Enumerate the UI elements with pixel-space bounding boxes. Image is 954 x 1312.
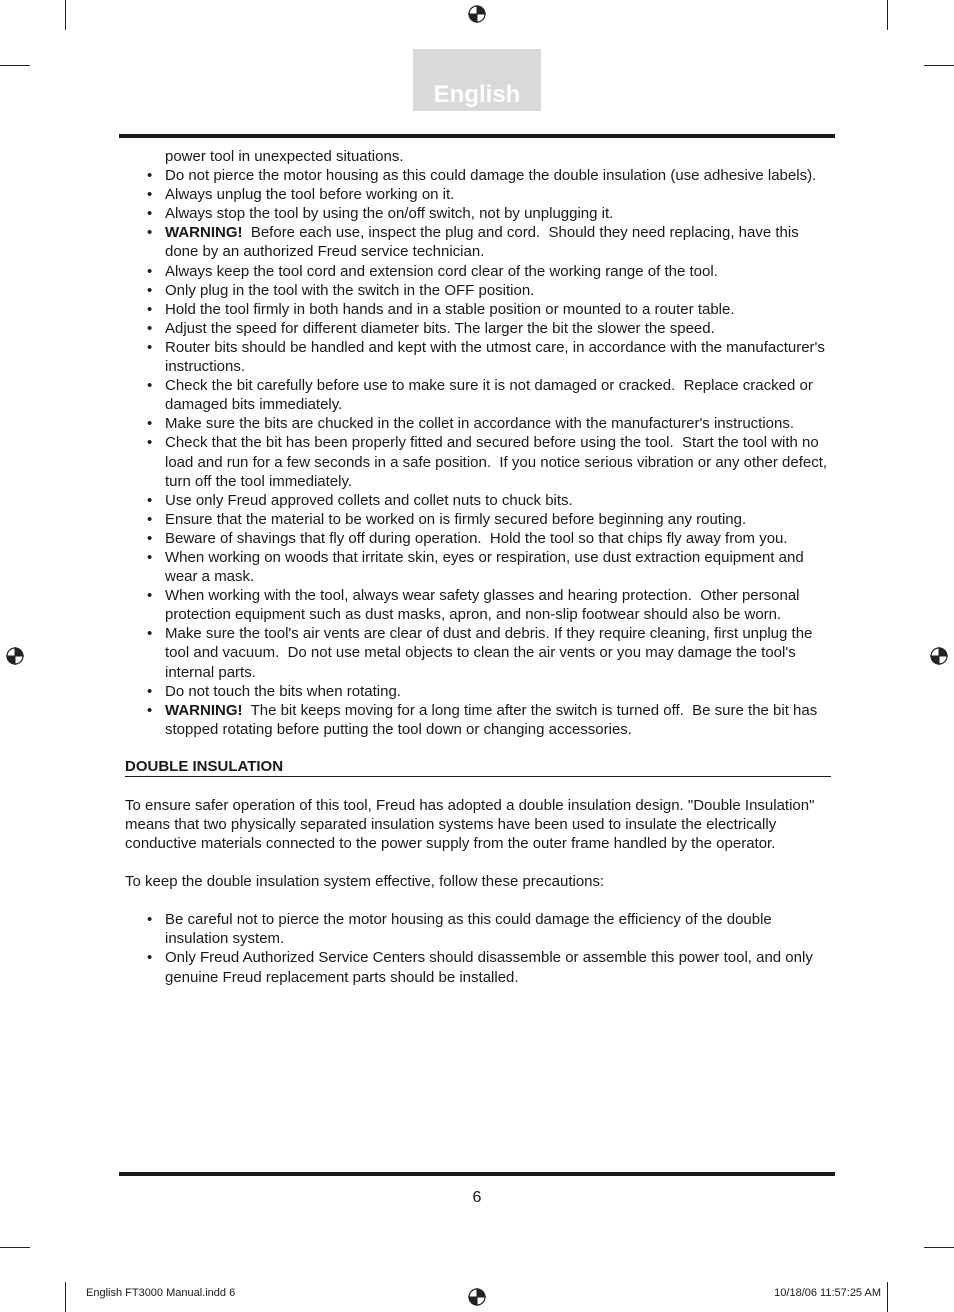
list-item [125, 510, 831, 529]
list-item-text: The bit keeps moving for a long time after the switch is turned off. Be sure the bit has stopped rotating before putting the tool down or changing accessories. [165, 701, 822, 738]
list-item [125, 319, 831, 338]
list-item-text: Use only Freud approved collets and collet nuts to chuck bits. [165, 491, 573, 509]
page-body [125, 147, 831, 987]
list-item [125, 414, 831, 433]
list-item-text: Adjust the speed for different diameter bits. The larger the bit the slower the speed. [165, 319, 715, 337]
list-item-text: Always keep the tool cord and extension cord clear of the working range of the tool. [165, 262, 718, 280]
list-item-text: Only plug in the tool with the switch in the OFF position. [165, 281, 535, 299]
bullet-icon: • [147, 262, 153, 280]
list-item [125, 529, 831, 548]
list-item [125, 910, 831, 948]
list-item [125, 948, 831, 986]
list-item-text: Do not pierce the motor housing as this could damage the double insulation (use adhesive labels). [165, 167, 817, 185]
bullet-icon: • [147, 911, 153, 929]
bullet-icon: • [147, 625, 153, 643]
list-item-text: Do not touch the bits when rotating. [165, 682, 401, 700]
bullet-icon: • [147, 377, 153, 395]
bullet-icon: • [147, 415, 153, 433]
section-heading: DOUBLE INSULATION [125, 758, 831, 777]
registration-mark-icon [6, 647, 24, 665]
list-item [125, 433, 831, 490]
bullet-icon: • [147, 338, 153, 356]
list-item-text: Always stop the tool by using the on/off switch, not by unplugging it. [165, 205, 614, 223]
list-item [125, 281, 831, 300]
list-item [125, 624, 831, 681]
bullet-icon: • [147, 319, 153, 337]
top-rule [119, 134, 835, 138]
registration-mark-icon [930, 647, 948, 665]
precautions-list [125, 910, 831, 986]
page-number: 6 [472, 1189, 482, 1206]
bullet-icon: • [147, 281, 153, 299]
safety-list [125, 166, 831, 739]
list-item [125, 682, 831, 701]
bullet-icon: • [147, 224, 153, 242]
list-item-text: Be careful not to pierce the motor housing as this could damage the efficiency of the double insulation system. [165, 911, 776, 948]
list-item [125, 491, 831, 510]
crop-mark [887, 0, 888, 30]
list-item [125, 204, 831, 223]
list-item-text: Hold the tool firmly in both hands and in a stable position or mounted to a router table. [165, 300, 735, 318]
language-tab-label: English [433, 81, 521, 108]
list-item-text: When working on woods that irritate skin, eyes or respiration, use dust extraction equipment and wear a mask. [165, 548, 808, 586]
list-item-text: Router bits should be handled and kept with the utmost care, in accordance with the manufacturer's instructions. [165, 338, 830, 376]
list-item-text: Before each use, inspect the plug and cord. Should they need replacing, have this done by an authorized Freud service technician. [165, 224, 803, 261]
slug-right: 10/18/06 11:57:25 AM [774, 1287, 881, 1299]
list-item [125, 701, 831, 739]
list-item-text: Always unplug the tool before working on it. [165, 186, 455, 204]
warning-label: WARNING! [165, 701, 243, 719]
warning-label: WARNING! [165, 224, 243, 242]
bullet-icon: • [147, 510, 153, 528]
crop-mark [65, 0, 66, 30]
list-item-text: Make sure the bits are chucked in the collet in accordance with the manufacturer's instructions. [165, 415, 795, 433]
bullet-icon: • [147, 491, 153, 509]
bullet-icon: • [147, 186, 153, 204]
bullet-icon: • [147, 587, 153, 605]
list-item [125, 586, 831, 624]
paragraph: To keep the double insulation system effective, follow these precautions: [125, 873, 605, 891]
bullet-icon: • [147, 300, 153, 318]
registration-mark-icon [468, 1288, 486, 1306]
list-item-text: Ensure that the material to be worked on is firmly secured before beginning any routing. [165, 510, 747, 528]
continuation-text: power tool in unexpected situations. [165, 148, 404, 165]
list-item-text: Make sure the tool's air vents are clear of dust and debris. If they require cleaning, first unplug the tool and vacuum. Do not use metal objects to clean the air vents or you may damage the tool's internal parts. [165, 625, 817, 681]
list-item [125, 338, 831, 376]
bullet-icon: • [147, 949, 153, 967]
slug-left: English FT3000 Manual.indd 6 [86, 1287, 236, 1299]
bullet-icon: • [147, 205, 153, 223]
list-item [125, 223, 831, 261]
bullet-icon: • [147, 167, 153, 185]
list-item [125, 300, 831, 319]
list-item-text: When working with the tool, always wear safety glasses and hearing protection. Other personal protection equipment such as dust masks, apron, and non-slip footwear should also be worn. [165, 587, 804, 624]
registration-mark-icon [468, 5, 486, 23]
list-item [125, 185, 831, 204]
bullet-icon: • [147, 529, 153, 547]
list-item-text: Check that the bit has been properly fitted and secured before using the tool. Start the tool with no load and run for a few seconds in a safe position. If you notice serious vibration or any other defect, turn off the tool immediately. [165, 434, 832, 490]
crop-mark [65, 1282, 66, 1312]
paragraph: To ensure safer operation of this tool, Freud has adopted a double insulation design. "Double Insulation" means that two physically separated insulation systems have been used to insulate the electrically conductive materials connected to the power supply from the outer frame handled by the operator. [125, 796, 815, 853]
list-item [125, 262, 831, 281]
bottom-rule [119, 1172, 835, 1176]
bullet-icon: • [147, 701, 153, 719]
crop-mark [0, 65, 30, 66]
crop-mark [0, 1247, 30, 1248]
crop-mark [887, 1282, 888, 1312]
bullet-icon: • [147, 434, 153, 452]
list-item [125, 376, 831, 414]
list-item-text: Beware of shavings that fly off during operation. Hold the tool so that chips fly away from you. [165, 529, 788, 547]
list-item-text: Check the bit carefully before use to make sure it is not damaged or cracked. Replace cracked or damaged bits immediately. [165, 377, 817, 414]
bullet-icon: • [147, 548, 153, 566]
language-tab [413, 49, 541, 111]
bullet-icon: • [147, 682, 153, 700]
list-item [125, 548, 831, 586]
crop-mark [924, 65, 954, 66]
list-item-text: Only Freud Authorized Service Centers should disassemble or assemble this power tool, and only genuine Freud replacement parts should be installed. [165, 949, 817, 986]
list-item [125, 166, 831, 185]
crop-mark [924, 1247, 954, 1248]
